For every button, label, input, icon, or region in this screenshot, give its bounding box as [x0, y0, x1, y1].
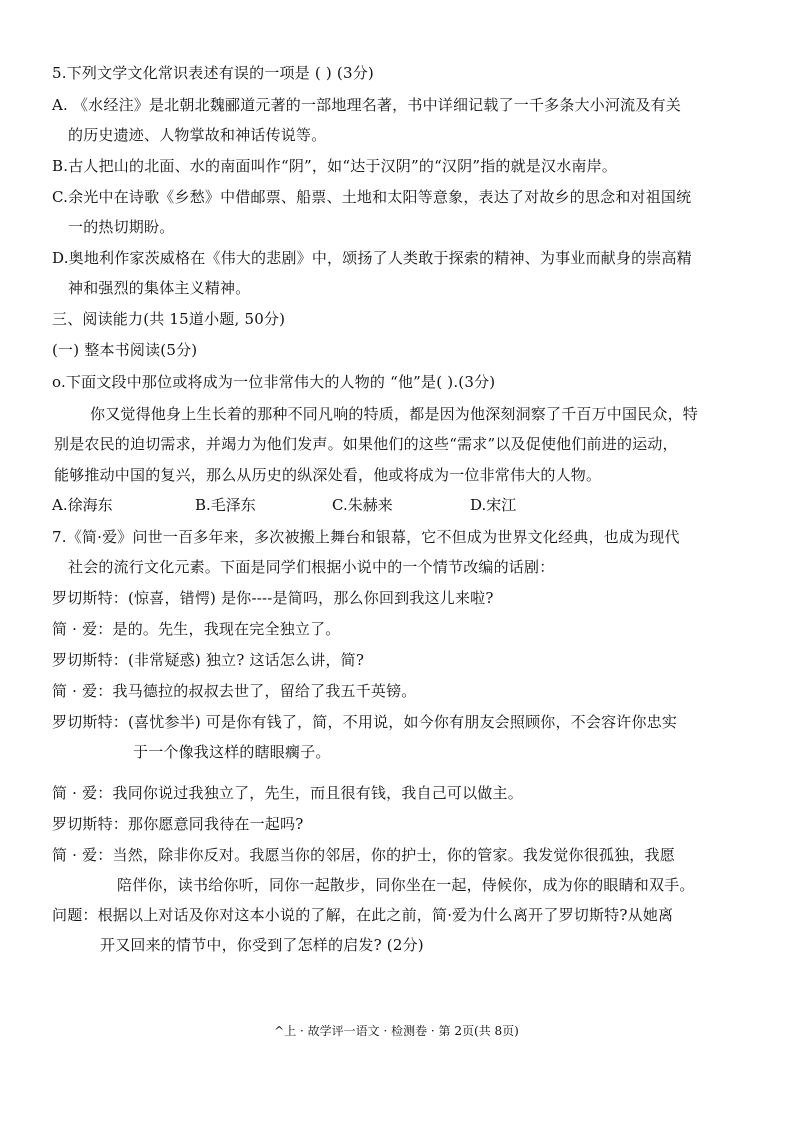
dialog-line: 简 · 爱：当然，除非你反对。我愿当你的邻居，你的护士，你的管家。我发觉你很孤独，我愿: [52, 846, 675, 864]
subsection-title: (一) 整本书阅读(5分): [52, 341, 198, 359]
q6-option-d: D.宋江: [470, 496, 517, 514]
q5-option-a-line2: 的历史遗迹、人物掌故和神话传说等。: [68, 126, 327, 144]
q6-stem: o.下面文段中那位或将成为一位非常伟大的人物的 “他”是( ).(3分): [52, 373, 496, 391]
dialog-line: 罗切斯特：那你愿意同我待在一起吗?: [52, 815, 304, 833]
q6-option-a: A.徐海东: [52, 496, 113, 514]
dialog-line: 罗切斯特：(惊喜，错愕) 是你----是简吗，那么你回到我这儿来啦?: [52, 589, 494, 607]
q6-option-b: B.毛泽东: [195, 496, 256, 514]
q5-option-a-line1: A. 《水经注》是北朝北魏郦道元著的一部地理名著，书中详细记载了一千多条大小河流及有关: [52, 96, 681, 114]
q6-passage-line3: 能够推动中国的复兴，那么从历史的纵深处看，他或将成为一位非常伟大的人物。: [54, 466, 602, 484]
dialog-line: 罗切斯特：(非常疑惑) 独立? 这话怎么讲，简?: [52, 651, 365, 669]
dialog-line-continued: 陪伴你，读书给你听，同你一起散步，同你坐在一起，侍候你，成为你的眼睛和双手。: [117, 876, 695, 894]
q6-passage-line1: 你又觉得他身上生长着的那种不同凡响的特质，都是因为他深刻洞察了千百万中国民众，特: [90, 405, 699, 423]
q6-option-c: C.朱赫来: [332, 496, 393, 514]
q7-stem-line1: 7.《简·爱》问世一百多年来，多次被搬上舞台和银幕，它不但成为世界文化经典，也成为现代: [52, 528, 680, 546]
dialog-line: 简 · 爱：我马德拉的叔叔去世了，留给了我五千英镑。: [52, 682, 417, 700]
q6-passage-line2: 别是农民的迫切需求，并竭力为他们发声。如果他们的这些“需求”以及促使他们前进的运动，: [54, 435, 678, 453]
dialog-line: 简 · 爱：我同你说过我独立了，先生，而且很有钱，我自己可以做主。: [52, 784, 523, 802]
q5-option-c-line1: C.余光中在诗歌《乡愁》中借邮票、船票、土地和太阳等意象，表达了对故乡的思念和对祖国统: [52, 188, 692, 206]
section-title: 三、阅读能力(共 15道小题, 50分): [52, 310, 286, 328]
q5-option-c-line2: 一的热切期盼。: [68, 218, 175, 236]
q7-question-line1: 问题：根据以上对话及你对这本小说的了解，在此之前，简·爱为什么离开了罗切斯特?从她离: [52, 906, 674, 924]
q5-stem: 5.下列文学文化常识表述有误的一项是 ( ) (3分): [52, 64, 374, 82]
q5-option-d-line2: 神和强烈的集体主义精神。: [68, 279, 251, 297]
dialog-line-continued: 于一个像我这样的瞎眼瘸子。: [133, 743, 331, 761]
q5-option-d-line1: D.奥地利作家茨威格在《伟大的悲剧》中，颂扬了人类敢于探索的精神、为事业而献身的崇高精: [52, 249, 692, 267]
page-footer: ^上 · 故学评一语文 · 检测卷 · 第 2页(共 8页): [274, 1024, 519, 1038]
q7-question-line2: 开又回来的情节中，你受到了怎样的启发? (2分): [100, 936, 424, 954]
dialog-line: 罗切斯特：(喜忧参半) 可是你有钱了，简，不用说，如今你有朋友会照顾你，不会容许你忠实: [52, 713, 678, 731]
dialog-line: 简 · 爱：是的。先生，我现在完全独立了。: [52, 620, 341, 638]
q5-option-b: B.古人把山的北面、水的南面叫作“阴”，如“达于汉阴”的“汉阴”指的就是汉水南岸。: [52, 157, 618, 175]
q7-stem-line2: 社会的流行文化元素。下面是同学们根据小说中的一个情节改编的话剧：: [68, 558, 555, 576]
